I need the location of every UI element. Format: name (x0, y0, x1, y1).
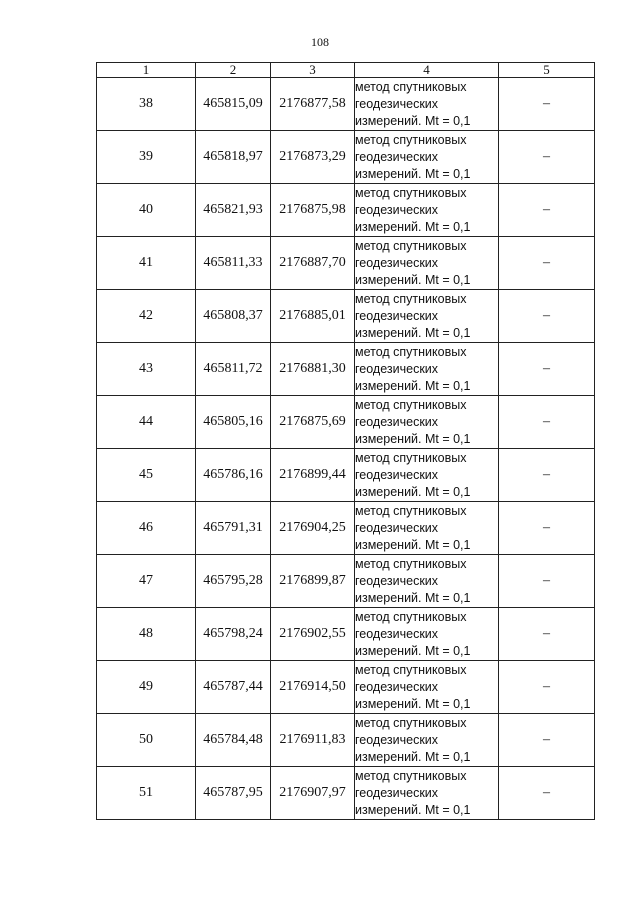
y-coordinate-cell: 2176881,30 (271, 343, 355, 396)
y-coordinate-cell: 2176877,58 (271, 78, 355, 131)
table-body (97, 78, 595, 820)
note-cell: – (499, 767, 595, 820)
point-number-cell: 42 (97, 290, 196, 343)
point-number-cell: 45 (97, 449, 196, 502)
x-coordinate-cell: 465811,72 (196, 343, 271, 396)
point-number-cell: 43 (97, 343, 196, 396)
table-row (97, 184, 595, 237)
note-cell: – (499, 78, 595, 131)
x-coordinate-cell: 465818,97 (196, 131, 271, 184)
point-number-cell: 44 (97, 396, 196, 449)
note-cell: – (499, 343, 595, 396)
page-number: 108 (311, 35, 329, 49)
y-coordinate-cell: 2176873,29 (271, 131, 355, 184)
table-row (97, 78, 595, 131)
point-number-cell: 38 (97, 78, 196, 131)
note-cell: – (499, 502, 595, 555)
point-number-cell: 51 (97, 767, 196, 820)
method-cell: метод спутниковых геодезических измерений. Mt = 0,1 (355, 767, 499, 820)
y-coordinate-cell: 2176904,25 (271, 502, 355, 555)
note-cell: – (499, 714, 595, 767)
table-row (97, 502, 595, 555)
method-cell: метод спутниковых геодезических измерений. Mt = 0,1 (355, 661, 499, 714)
y-coordinate-cell: 2176907,97 (271, 767, 355, 820)
note-cell: – (499, 555, 595, 608)
note-cell: – (499, 608, 595, 661)
point-number-cell: 46 (97, 502, 196, 555)
method-cell: метод спутниковых геодезических измерений. Mt = 0,1 (355, 396, 499, 449)
table-row (97, 608, 595, 661)
point-number-cell: 47 (97, 555, 196, 608)
point-number-cell: 48 (97, 608, 196, 661)
table-row (97, 131, 595, 184)
table-row (97, 449, 595, 502)
column-header-5: 5 (499, 63, 595, 78)
x-coordinate-cell: 465784,48 (196, 714, 271, 767)
method-cell: метод спутниковых геодезических измерений. Mt = 0,1 (355, 237, 499, 290)
point-number-cell: 39 (97, 131, 196, 184)
method-cell: метод спутниковых геодезических измерений. Mt = 0,1 (355, 184, 499, 237)
table-row (97, 290, 595, 343)
table-row (97, 661, 595, 714)
y-coordinate-cell: 2176899,87 (271, 555, 355, 608)
method-cell: метод спутниковых геодезических измерений. Mt = 0,1 (355, 449, 499, 502)
method-cell: метод спутниковых геодезических измерений. Mt = 0,1 (355, 555, 499, 608)
note-cell: – (499, 184, 595, 237)
x-coordinate-cell: 465815,09 (196, 78, 271, 131)
point-number-cell: 40 (97, 184, 196, 237)
x-coordinate-cell: 465787,95 (196, 767, 271, 820)
table-header (97, 63, 595, 78)
y-coordinate-cell: 2176887,70 (271, 237, 355, 290)
note-cell: – (499, 237, 595, 290)
column-header-4: 4 (355, 63, 499, 78)
table-row (97, 343, 595, 396)
method-cell: метод спутниковых геодезических измерений. Mt = 0,1 (355, 714, 499, 767)
column-header-1: 1 (97, 63, 196, 78)
y-coordinate-cell: 2176902,55 (271, 608, 355, 661)
y-coordinate-cell: 2176914,50 (271, 661, 355, 714)
coordinates-table (96, 62, 595, 820)
method-cell: метод спутниковых геодезических измерений. Mt = 0,1 (355, 290, 499, 343)
note-cell: – (499, 661, 595, 714)
x-coordinate-cell: 465805,16 (196, 396, 271, 449)
x-coordinate-cell: 465821,93 (196, 184, 271, 237)
x-coordinate-cell: 465791,31 (196, 502, 271, 555)
y-coordinate-cell: 2176885,01 (271, 290, 355, 343)
x-coordinate-cell: 465811,33 (196, 237, 271, 290)
x-coordinate-cell: 465795,28 (196, 555, 271, 608)
point-number-cell: 50 (97, 714, 196, 767)
method-cell: метод спутниковых геодезических измерений. Mt = 0,1 (355, 78, 499, 131)
method-cell: метод спутниковых геодезических измерений. Mt = 0,1 (355, 608, 499, 661)
table-row (97, 714, 595, 767)
note-cell: – (499, 290, 595, 343)
x-coordinate-cell: 465808,37 (196, 290, 271, 343)
method-cell: метод спутниковых геодезических измерений. Mt = 0,1 (355, 131, 499, 184)
method-cell: метод спутниковых геодезических измерений. Mt = 0,1 (355, 343, 499, 396)
point-number-cell: 49 (97, 661, 196, 714)
y-coordinate-cell: 2176875,98 (271, 184, 355, 237)
note-cell: – (499, 131, 595, 184)
y-coordinate-cell: 2176899,44 (271, 449, 355, 502)
y-coordinate-cell: 2176875,69 (271, 396, 355, 449)
y-coordinate-cell: 2176911,83 (271, 714, 355, 767)
column-header-3: 3 (271, 63, 355, 78)
point-number-cell: 41 (97, 237, 196, 290)
note-cell: – (499, 396, 595, 449)
x-coordinate-cell: 465787,44 (196, 661, 271, 714)
table-row (97, 555, 595, 608)
x-coordinate-cell: 465786,16 (196, 449, 271, 502)
note-cell: – (499, 449, 595, 502)
column-header-2: 2 (196, 63, 271, 78)
x-coordinate-cell: 465798,24 (196, 608, 271, 661)
table-row (97, 767, 595, 820)
table-row (97, 396, 595, 449)
table-row (97, 237, 595, 290)
header-row (97, 63, 595, 78)
method-cell: метод спутниковых геодезических измерений. Mt = 0,1 (355, 502, 499, 555)
